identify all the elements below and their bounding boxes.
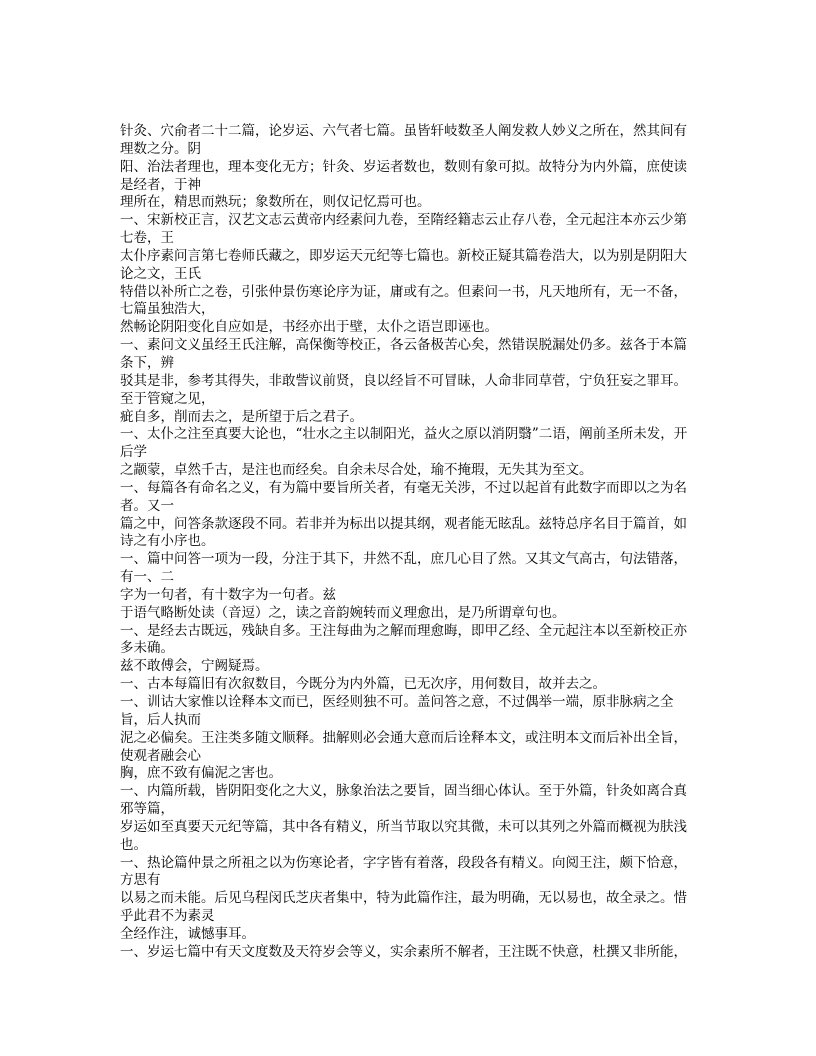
text-line: 全经作注，诚憾事耳。 bbox=[120, 925, 255, 942]
text-line: 泥之必偏矣。王注类多随文顺释。拙解则必会通大意而后诠释本文，或注明本文而后补出全旨，使观者融会心 bbox=[120, 729, 687, 764]
text-line: 一、岁运七篇中有天文度数及天符岁会等义，实余素所不解者，王注既不快意，杜撰又非所能， bbox=[120, 943, 687, 960]
text-line: 字为一句者，有十数字为一句者。兹 bbox=[120, 586, 336, 603]
text-line: 太仆序素问言第七卷师氏藏之，即岁运天元纪等七篇也。新校正疑其篇卷浩大，以为别是阴阳大论之文，王氏 bbox=[120, 247, 687, 282]
text-line: 一、内篇所载，皆阴阳变化之大义，脉象治法之要旨，固当细心体认。至于外篇，针灸如离合真邪等篇， bbox=[120, 783, 687, 818]
text-line: 以易之而未能。后见乌程闵氏芝庆者集中，特为此篇作注，最为明确，无以易也，故全录之。惜乎此君不为素灵 bbox=[120, 890, 687, 925]
text-line: 之颛蒙，卓然千古，是注也而经矣。自余未尽合处，瑜不掩瑕，无失其为至文。 bbox=[120, 462, 593, 479]
text-line: 一、太仆之注至真要大论也，“壮水之主以制阳光，益火之原以消阴翳”二语，阐前圣所未发，开后学 bbox=[120, 426, 688, 461]
text-line: 针灸、穴俞者二十二篇，论岁运、六气者七篇。虽皆轩岐数圣人阐发救人妙义之所在，然其间有理数之分。阴 bbox=[120, 123, 687, 157]
text-line: 一、是经去古既远，残缺自多。王注每曲为之解而理愈晦，即甲乙经、全元起注本以至新校正亦多未确。 bbox=[120, 622, 687, 657]
text-line: 理所在，精思而熟玩；象数所在，则仅记忆焉可也。 bbox=[120, 194, 431, 211]
text-line: 一、古本每篇旧有次叙数目，今既分为内外篇，已无次序，用何数目，故并去之。 bbox=[120, 676, 606, 693]
text-line: 胸，庶不致有偏泥之害也。 bbox=[120, 765, 282, 782]
text-line: 驳其是非，参考其得失，非敢訾议前贤，良以经旨不可冒昧，人命非同草菅，宁负狂妄之罪耳。至于管窥之见， bbox=[120, 372, 687, 407]
text-line: 岁运如至真要天元纪等篇，其中各有精义，所当节取以究其微，未可以其列之外篇而概视为肤浅也。 bbox=[120, 818, 687, 853]
text-line: 一、素问文义虽经王氏注解，高保衡等校正，各云备极苦心矣，然错误脱漏处仍多。兹各于本篇条下，辨 bbox=[120, 337, 687, 371]
text-line: 疵自多，削而去之，是所望于后之君子。 bbox=[120, 408, 363, 425]
text-line: 一、训诂大家惟以诠释本文而已，医经则独不可。盖问答之意，不过偶举一端，原非脉病之全旨，后人执而 bbox=[120, 694, 674, 728]
text-line: 一、篇中问答一项为一段，分注于其下，井然不乱，庶几心目了然。又其文气高古，句法错落，有一、二 bbox=[120, 551, 687, 586]
text-line: 特借以补所亡之卷，引张仲景伤寒论序为证，庸或有之。但素问一书，凡天地所有，无一不备，七篇虽独浩大， bbox=[120, 283, 687, 318]
text-line: 篇之中，问答条款逐段不同。若非并为标出以提其纲，观者能无眩乱。兹特总序名目于篇首，如诗之有小序也。 bbox=[120, 515, 687, 550]
text-line: 于语气略断处读（音逗）之，读之音韵婉转而义理愈出，是乃所谓章句也。 bbox=[120, 604, 566, 621]
document-text-block bbox=[120, 123, 698, 962]
text-line: 兹不敢傅会，宁阙疑焉。 bbox=[120, 658, 269, 675]
text-line: 然畅论阴阳变化自应如是，书经亦出于壁，太仆之语岂即诬也。 bbox=[120, 319, 498, 336]
text-line: 阳、治法者理也，理本变化无方；针灸、岁运者数也，数则有象可拟。故特分为内外篇，庶使读是经者，于神 bbox=[120, 158, 687, 193]
text-line: 一、每篇各有命名之义，有为篇中要旨所关者，有毫无关涉，不过以起首有此数字而即以之为名者。又一 bbox=[120, 479, 687, 514]
text-line: 一、热论篇仲景之所祖之以为伤寒论者，字字皆有着落，段段各有精义。向阅王注，颇下恰意，方思有 bbox=[120, 854, 687, 889]
text-line: 一、宋新校正言，汉艺文志云黄帝内经素问九卷，至隋经籍志云止存八卷，全元起注本亦云少第七卷，王 bbox=[120, 212, 687, 247]
